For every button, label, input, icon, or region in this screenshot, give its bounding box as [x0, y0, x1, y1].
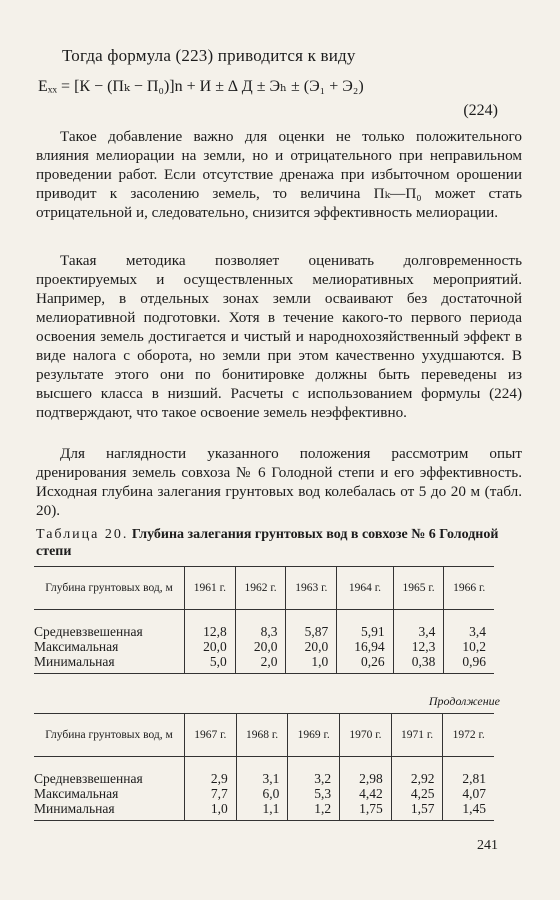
- year-header: 1966 г.: [444, 567, 494, 610]
- table-cell: 4,07: [443, 786, 494, 801]
- table-cell: 5,0: [185, 654, 236, 674]
- table-cell: 0,96: [444, 654, 494, 674]
- table-cell: 20,0: [235, 639, 286, 654]
- table-cell: 10,2: [444, 639, 494, 654]
- intro-line: Тогда формула (223) приводится к виду: [62, 46, 356, 65]
- year-header: 1969 г.: [288, 714, 340, 757]
- table-cell: 1,0: [185, 801, 237, 821]
- paragraph-3: Для наглядности указанного положения рассмотрим опыт дренирования земель совхоза № 6 Голодной степи и его эффективность. Исходная глубина залегания грунтовых вод колебалась от 5 до 20 м (табл. 20).: [36, 445, 522, 519]
- table-cell: 6,0: [236, 786, 288, 801]
- year-header: 1967 г.: [185, 714, 237, 757]
- table-cell: 20,0: [286, 639, 337, 654]
- groundwater-table-1967-1972: [34, 713, 494, 821]
- groundwater-table-1961-1966: [34, 566, 494, 674]
- table-cell: 12,3: [393, 639, 444, 654]
- formula-number: (224): [463, 102, 498, 119]
- table-row: [34, 771, 494, 786]
- table-cell: 3,2: [288, 771, 340, 786]
- row-label: Минимальная: [34, 654, 185, 674]
- table-cell: 1,45: [443, 801, 494, 821]
- year-header: 1970 г.: [340, 714, 392, 757]
- table-header-label: Глубина грунтовых вод, м: [34, 567, 185, 610]
- table-cell: 2,9: [185, 771, 237, 786]
- table-cell: 1,2: [288, 801, 340, 821]
- table-cell: 16,94: [337, 639, 393, 654]
- table-cell: 1,75: [340, 801, 392, 821]
- table-caption-lead: Таблица 20.: [36, 527, 129, 542]
- table-cell: 4,25: [391, 786, 443, 801]
- row-label: Максимальная: [34, 639, 119, 654]
- year-header: 1971 г.: [391, 714, 443, 757]
- table-row: [34, 654, 494, 674]
- table-cell: 1,1: [236, 801, 288, 821]
- table-row: [34, 786, 494, 801]
- table-cell: 5,3: [288, 786, 340, 801]
- page-number: 241: [477, 838, 498, 853]
- table-row: [34, 624, 494, 639]
- table-cell: 2,98: [340, 771, 392, 786]
- formula-224: Еₓₓ = [К − (Пₖ − П₀)]n + И ± ∆ Д ± Эₕ ± (Э₁ + Э₂): [38, 78, 364, 95]
- table-cell: 5,91: [337, 624, 393, 639]
- table-cell: 3,4: [444, 624, 494, 639]
- year-header: 1965 г.: [393, 567, 444, 610]
- table-cell: 3,4: [393, 624, 444, 639]
- row-label: Средневзвешенная: [34, 771, 143, 786]
- table-cell: 2,0: [235, 654, 286, 674]
- year-header: 1963 г.: [286, 567, 337, 610]
- table-cell: 0,26: [337, 654, 393, 674]
- row-label: Средневзвешенная: [34, 624, 143, 639]
- table-cell: 7,7: [185, 786, 237, 801]
- continuation-label: Продолжение: [428, 694, 500, 708]
- table-caption-title: Глубина залегания грунтовых вод в совхозе № 6 Голодной степи: [36, 527, 499, 559]
- table-cell: 2,92: [391, 771, 443, 786]
- table-header-label: Глубина грунтовых вод, м: [34, 714, 185, 757]
- table-cell: 8,3: [235, 624, 286, 639]
- row-label: Максимальная: [34, 786, 119, 801]
- paragraph-2: Такая методика позволяет оценивать долговременность проектируемых и осуществленных мелиоративных мероприятий. Например, в отдельных зонах земли осваивают без достаточной мелиоративной подготовки. Хотя в течение какого-то первого периода освоения земель достигается и чистый и народнохозяйственный эффект в виде налога с оборота, но земли при этом качественно ухудшаются. В результате этого они по бонитировке должны быть переведены из высшего класса в низший. Расчеты с использованием формулы (224) подтверждают, что такое освоение земель неэффективно.: [36, 252, 522, 421]
- table-cell: 2,81: [443, 771, 494, 786]
- table-cell: 1,57: [391, 801, 443, 821]
- table-cell: 5,87: [286, 624, 337, 639]
- table-cell: 12,8: [185, 624, 236, 639]
- year-header: 1968 г.: [236, 714, 288, 757]
- year-header: 1961 г.: [185, 567, 236, 610]
- paragraph-1: Такое добавление важно для оценки не только положительного влияния мелиорации на земли, но и отрицательного при неправильном проведении работ. Если отсутствие дренажа при избыточном орошении приводит к засолению земель, то величина Пₖ—П₀ может стать отрицательной и, следовательно, снизится эффективность мелиорации.: [36, 128, 522, 221]
- table-cell: 3,1: [236, 771, 288, 786]
- year-header: 1964 г.: [337, 567, 393, 610]
- row-label: Минимальная: [34, 801, 185, 821]
- table-cell: 0,38: [393, 654, 444, 674]
- table-cell: 20,0: [185, 639, 236, 654]
- table-cell: 4,42: [340, 786, 392, 801]
- table-row: [34, 639, 494, 654]
- year-header: 1972 г.: [443, 714, 494, 757]
- table-cell: 1,0: [286, 654, 337, 674]
- year-header: 1962 г.: [235, 567, 286, 610]
- table-caption: [36, 526, 526, 560]
- table-row: [34, 801, 494, 821]
